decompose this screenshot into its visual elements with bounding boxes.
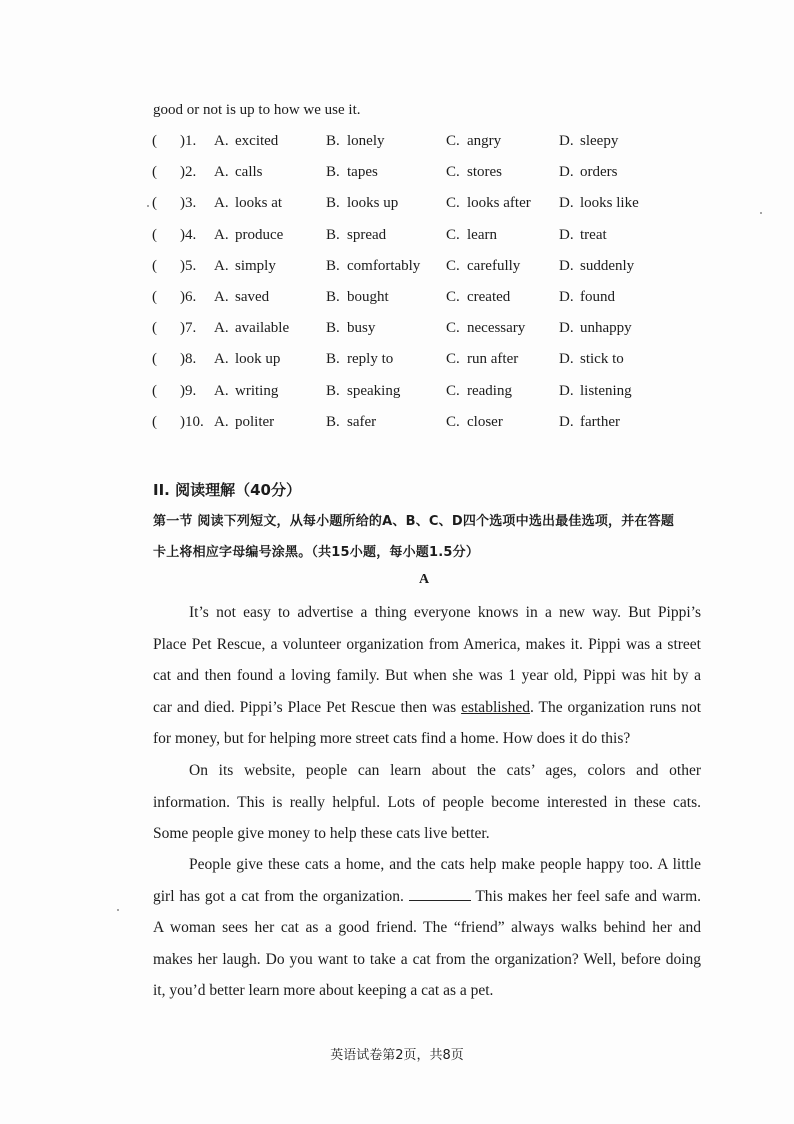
option-d[interactable] bbox=[559, 227, 607, 244]
option-d[interactable] bbox=[559, 414, 620, 431]
option-c[interactable] bbox=[446, 195, 531, 212]
question-number: )5. bbox=[180, 257, 197, 274]
answer-paren[interactable]: ( bbox=[152, 320, 157, 337]
option-b[interactable] bbox=[326, 227, 386, 244]
option-letter: B. bbox=[326, 289, 340, 305]
option-b[interactable] bbox=[326, 289, 389, 306]
option-c[interactable] bbox=[446, 258, 520, 275]
option-letter: C. bbox=[446, 226, 460, 243]
paragraph-line: People give these cats a home, and the cats help make people happy too. A little bbox=[189, 856, 701, 873]
option-text: saved bbox=[235, 289, 270, 305]
option-c[interactable] bbox=[446, 289, 510, 306]
option-text: produce bbox=[235, 226, 284, 243]
option-a[interactable] bbox=[214, 351, 280, 368]
paragraph-line: Place Pet Rescue, a volunteer organization from America, makes it. Pippi was a street bbox=[153, 635, 701, 653]
option-a[interactable] bbox=[214, 383, 278, 400]
option-letter: A. bbox=[214, 133, 229, 149]
option-letter: B. bbox=[326, 195, 340, 212]
question-number: )4. bbox=[180, 226, 197, 243]
answer-paren[interactable]: ( bbox=[152, 195, 157, 212]
underlined-word: established bbox=[461, 698, 530, 716]
option-letter: A. bbox=[214, 164, 229, 181]
option-a[interactable] bbox=[214, 289, 269, 306]
option-text: bought bbox=[347, 289, 389, 305]
question-number: )2. bbox=[180, 164, 197, 181]
section-title: II. 阅读理解（40分） bbox=[153, 481, 301, 499]
option-d[interactable] bbox=[559, 383, 632, 400]
option-text: unhappy bbox=[580, 320, 632, 337]
answer-blank[interactable] bbox=[409, 886, 471, 901]
option-letter: D. bbox=[559, 382, 574, 399]
question-number: )3. bbox=[180, 195, 197, 212]
option-text: found bbox=[580, 289, 615, 305]
option-b[interactable] bbox=[326, 133, 385, 150]
paragraph-line: makes her laugh. Do you want to take a cat from the organization? Well, before doing bbox=[153, 950, 701, 968]
passage-paragraph-1 bbox=[153, 597, 701, 755]
option-a[interactable] bbox=[214, 258, 276, 275]
answer-paren[interactable]: ( bbox=[152, 164, 157, 181]
option-a[interactable] bbox=[214, 227, 283, 244]
option-b[interactable] bbox=[326, 258, 420, 275]
option-text: politer bbox=[235, 413, 275, 430]
option-c[interactable] bbox=[446, 227, 497, 244]
option-text: orders bbox=[580, 164, 618, 181]
option-letter: B. bbox=[326, 320, 340, 337]
option-d[interactable] bbox=[559, 258, 634, 275]
paragraph-line: A woman sees her cat as a good friend. The “friend” always walks behind her and bbox=[153, 919, 701, 936]
option-text: carefully bbox=[467, 257, 521, 274]
option-text: listening bbox=[580, 382, 632, 399]
option-text: suddenly bbox=[580, 257, 635, 274]
option-letter: B. bbox=[326, 257, 340, 274]
option-a[interactable] bbox=[214, 133, 278, 150]
option-text: stores bbox=[467, 164, 502, 181]
question-number: )6. bbox=[180, 289, 197, 305]
passage-label: A bbox=[418, 572, 430, 587]
paragraph-line: car and died. Pippi’s Place Pet Rescue then was established. The organization runs not bbox=[153, 698, 702, 716]
answer-paren[interactable]: ( bbox=[152, 289, 157, 305]
answer-paren[interactable]: ( bbox=[152, 133, 157, 149]
option-b[interactable] bbox=[326, 414, 376, 431]
option-text: looks at bbox=[235, 195, 283, 212]
option-letter: C. bbox=[446, 320, 460, 337]
question-number: )7. bbox=[180, 320, 197, 337]
option-letter: D. bbox=[559, 226, 574, 243]
option-letter: A. bbox=[214, 289, 229, 305]
option-b[interactable] bbox=[326, 320, 375, 337]
option-b[interactable] bbox=[326, 164, 378, 181]
scan-speck bbox=[760, 212, 762, 214]
option-d[interactable] bbox=[559, 195, 639, 212]
option-text: safer bbox=[347, 413, 377, 430]
option-letter: C. bbox=[446, 195, 460, 212]
option-text: comfortably bbox=[347, 257, 421, 274]
answer-paren[interactable]: ( bbox=[152, 257, 157, 274]
option-text: necessary bbox=[467, 320, 526, 337]
option-a[interactable] bbox=[214, 320, 289, 337]
option-text: reply to bbox=[347, 351, 394, 368]
option-letter: B. bbox=[326, 226, 340, 243]
scan-speck bbox=[117, 909, 119, 911]
option-text: closer bbox=[467, 413, 503, 430]
option-letter: C. bbox=[446, 382, 460, 399]
option-c[interactable] bbox=[446, 133, 501, 150]
paragraph-line: cat and then found a loving family. But when she was 1 year old, Pippi was hit by a bbox=[153, 667, 701, 684]
option-letter: D. bbox=[559, 195, 574, 212]
paragraph-line: It’s not easy to advertise a thing everyone knows in a new way. But Pippi’s bbox=[189, 604, 701, 621]
option-a[interactable] bbox=[214, 164, 263, 181]
option-text: angry bbox=[467, 133, 502, 149]
option-d[interactable] bbox=[559, 351, 624, 368]
option-text: run after bbox=[467, 351, 519, 368]
option-text: looks up bbox=[347, 195, 399, 212]
option-d[interactable] bbox=[559, 289, 615, 306]
scan-speck bbox=[147, 205, 149, 207]
option-text: speaking bbox=[347, 382, 401, 399]
option-text: available bbox=[235, 320, 290, 337]
option-text: stick to bbox=[580, 351, 624, 368]
option-letter: A. bbox=[214, 320, 229, 337]
paragraph-line: Some people give money to help these cats live better. bbox=[153, 825, 490, 842]
paragraph-line: On its website, people can learn about the cats’ ages, colors and other bbox=[189, 762, 701, 779]
option-a[interactable] bbox=[214, 195, 282, 212]
option-text: calls bbox=[235, 164, 263, 181]
option-letter: C. bbox=[446, 133, 460, 149]
passage-paragraph-2 bbox=[153, 755, 701, 850]
option-letter: A. bbox=[214, 226, 229, 243]
option-letter: A. bbox=[214, 351, 229, 368]
answer-paren[interactable]: ( bbox=[152, 351, 157, 368]
option-text: excited bbox=[235, 133, 279, 149]
option-c[interactable] bbox=[446, 164, 502, 181]
option-letter: A. bbox=[214, 413, 229, 430]
option-letter: B. bbox=[326, 413, 340, 430]
option-text: looks after bbox=[467, 195, 531, 212]
answer-paren[interactable]: ( bbox=[152, 382, 157, 399]
option-letter: B. bbox=[326, 382, 340, 399]
option-letter: C. bbox=[446, 257, 460, 274]
option-a[interactable] bbox=[214, 414, 274, 431]
paragraph-line: for money, but for helping more street cats find a home. How does it do this? bbox=[153, 730, 631, 747]
option-d[interactable] bbox=[559, 164, 618, 181]
option-text: tapes bbox=[347, 164, 378, 181]
question-number: )1. bbox=[180, 133, 197, 149]
option-letter: C. bbox=[446, 413, 460, 430]
option-text: farther bbox=[580, 413, 620, 430]
option-text: sleepy bbox=[580, 133, 619, 149]
option-text: reading bbox=[467, 382, 512, 399]
option-d[interactable] bbox=[559, 320, 632, 337]
option-text: writing bbox=[235, 382, 279, 399]
option-letter: A. bbox=[214, 382, 229, 399]
option-letter: D. bbox=[559, 133, 574, 149]
option-letter: B. bbox=[326, 351, 340, 368]
option-letter: D. bbox=[559, 320, 574, 337]
option-text: looks like bbox=[580, 195, 639, 212]
question-number: )10. bbox=[180, 413, 204, 430]
option-letter: C. bbox=[446, 164, 460, 181]
option-letter: A. bbox=[214, 257, 229, 274]
page-footer: 英语试卷第2页，共8页 bbox=[330, 1048, 464, 1063]
option-text: treat bbox=[580, 226, 607, 243]
paragraph-line: it, you’d better learn more about keeping a cat as a pet. bbox=[153, 982, 494, 999]
option-text: lonely bbox=[347, 133, 385, 149]
section-instruction-line2: 卡上将相应字母编号涂黑。（共15小题，每小题1.5分） bbox=[153, 545, 480, 560]
option-text: spread bbox=[347, 226, 387, 243]
option-b[interactable] bbox=[326, 351, 393, 368]
option-letter: D. bbox=[559, 289, 574, 305]
option-letter: C. bbox=[446, 351, 460, 368]
option-d[interactable] bbox=[559, 133, 618, 150]
option-letter: D. bbox=[559, 257, 574, 274]
option-b[interactable] bbox=[326, 195, 398, 212]
option-c[interactable] bbox=[446, 414, 503, 431]
paragraph-line: girl has got a cat from the organization. This makes her feel safe and warm. bbox=[153, 887, 702, 905]
option-letter: B. bbox=[326, 133, 340, 149]
question-number: )9. bbox=[180, 382, 197, 399]
option-text: busy bbox=[347, 320, 376, 337]
previous-passage-ending: good or not is up to how we use it. bbox=[153, 102, 361, 118]
option-c[interactable] bbox=[446, 320, 525, 337]
answer-paren[interactable]: ( bbox=[152, 226, 157, 243]
answer-paren[interactable]: ( bbox=[152, 413, 157, 430]
option-letter: D. bbox=[559, 164, 574, 181]
option-letter: B. bbox=[326, 164, 340, 181]
option-b[interactable] bbox=[326, 383, 400, 400]
option-letter: C. bbox=[446, 289, 460, 305]
option-letter: D. bbox=[559, 351, 574, 368]
option-c[interactable] bbox=[446, 351, 518, 368]
option-letter: D. bbox=[559, 413, 574, 430]
question-number: )8. bbox=[180, 351, 197, 368]
option-text: created bbox=[467, 289, 511, 305]
option-text: look up bbox=[235, 351, 281, 368]
paragraph-line: information. This is really helpful. Lots of people become interested in these cats. bbox=[153, 793, 701, 811]
option-letter: A. bbox=[214, 195, 229, 212]
passage-paragraph-3 bbox=[153, 849, 701, 1007]
option-c[interactable] bbox=[446, 383, 512, 400]
option-text: simply bbox=[235, 257, 276, 274]
option-text: learn bbox=[467, 226, 497, 243]
section-instruction-line1: 第一节 阅读下列短文，从每小题所给的A、B、C、D四个选项中选出最佳选项，并在答题 bbox=[153, 514, 675, 529]
